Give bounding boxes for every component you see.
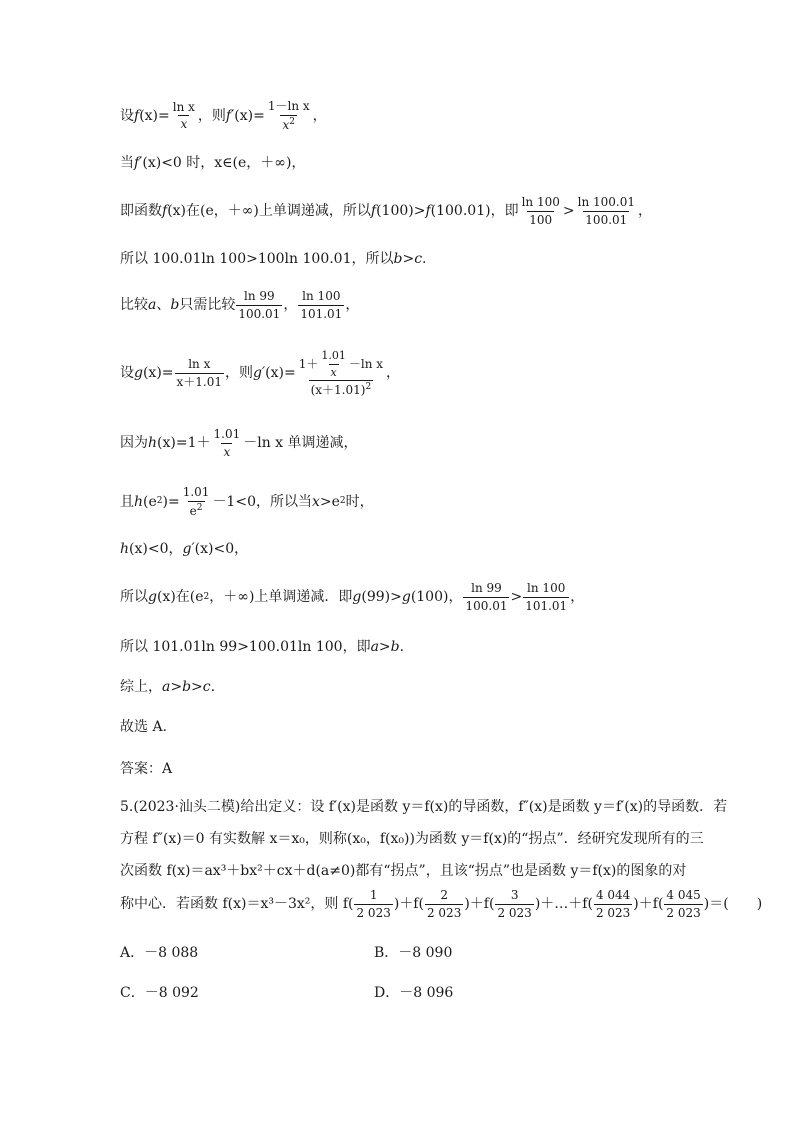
numerator: 3 [510, 888, 519, 902]
numerator: ln x [172, 99, 195, 114]
text: 因为 [120, 435, 148, 452]
fraction [212, 428, 243, 458]
numerator: ln 100 [527, 581, 566, 595]
denominator: x [330, 365, 337, 379]
denominator: 100.01 [585, 212, 628, 227]
text: h [120, 541, 130, 557]
fraction [266, 100, 312, 131]
text: b [170, 297, 180, 314]
answer-line [120, 762, 172, 776]
text: 所以 100.01ln 100>100ln 100.01，所以 [120, 251, 394, 267]
fraction [319, 350, 348, 378]
text: －ln x [348, 356, 384, 371]
text: 设 [120, 365, 134, 382]
text: x [311, 493, 320, 510]
text: f [162, 203, 168, 220]
text: ， [637, 203, 652, 220]
question-text: 次函数 f(x)＝ax³＋bx²＋cx＋d(a≠0)都有“拐点”，且该“拐点”也是函数 y＝f(x)的图象的对 [120, 863, 687, 879]
denominator [280, 115, 297, 132]
numerator: ln 99 [244, 289, 275, 303]
solution-line-3 [120, 196, 652, 226]
text: h [148, 435, 158, 452]
denominator: 2 023 [595, 905, 631, 920]
denominator [188, 501, 205, 518]
text: 比较 [120, 297, 148, 314]
text: (100)， [410, 589, 463, 606]
paren-open: ( [418, 896, 424, 913]
numerator: 1.01 [213, 427, 241, 441]
text: (100)> [376, 203, 426, 220]
text: x [282, 117, 290, 132]
solution-line-11 [120, 640, 404, 654]
solution-line-10 [120, 582, 584, 612]
text: －1<0，所以当 [212, 493, 312, 510]
option-b[interactable]: B．－8 090 [374, 945, 453, 961]
paren-close: ) [464, 896, 470, 913]
fraction [297, 350, 385, 397]
text: ，则 [225, 365, 254, 382]
paren-open: ( [657, 896, 664, 913]
text: ， [283, 297, 298, 314]
text: a>b [370, 639, 400, 655]
text: ＋…＋f [540, 896, 588, 913]
text: f [425, 203, 431, 220]
numerator: ln x [188, 357, 211, 372]
option-d[interactable]: D．－8 096 [374, 985, 454, 1001]
text: f [134, 107, 140, 124]
text: ＝( ) [709, 896, 763, 913]
fraction [236, 290, 282, 320]
solution-line-4 [120, 252, 427, 266]
text: (x)= [265, 365, 296, 382]
text: b>c [393, 251, 423, 267]
paren-close: ) [534, 896, 541, 913]
fraction [594, 889, 632, 919]
numerator: 1.01 [182, 485, 210, 499]
numerator [297, 350, 385, 380]
numerator: ln 99 [471, 581, 502, 595]
fraction [425, 889, 463, 919]
fraction [175, 358, 225, 388]
text: 只需比较 [179, 297, 236, 314]
text: > [510, 589, 523, 606]
paren-open: ( [587, 896, 593, 913]
text: (x)<0， [194, 541, 249, 557]
denominator: x [180, 117, 188, 132]
superscript: 2 [203, 591, 210, 602]
text: ， [345, 297, 360, 314]
text: 所以 101.01ln 99>100.01ln 100，即 [120, 639, 371, 655]
question-text: 方程 f″(x)＝0 有实数解 x＝x₀，则称(x₀，f(x₀))为函数 y＝f(x)的“拐点”．经研究发现所有的三 [120, 831, 704, 847]
superscript: 2 [365, 382, 372, 393]
text: 故选 A. [120, 719, 168, 735]
text: )= [162, 493, 180, 510]
text: ＋f [638, 896, 658, 913]
question-line-2 [120, 832, 704, 846]
text: ， [312, 107, 327, 124]
text: (x)= [234, 107, 265, 124]
option-c[interactable]: C．－8 092 [120, 985, 199, 1001]
text: f′ [134, 155, 143, 171]
fraction [520, 196, 562, 226]
fraction [354, 889, 392, 919]
fraction [495, 889, 533, 919]
text: 、 [156, 297, 171, 314]
text: 所以 [120, 589, 148, 606]
text: (x)在(e，＋∞)上单调递减，所以 [167, 203, 371, 220]
numerator: 2 [440, 888, 448, 902]
numerator: 1－ln x [267, 99, 310, 113]
text: (x)<0， [129, 541, 183, 557]
text: ＋f [469, 896, 489, 913]
text: . [399, 639, 405, 655]
denominator: 2 023 [356, 905, 391, 920]
text: g [401, 589, 411, 606]
numerator: ln 100 [521, 195, 560, 209]
paren-close: ) [703, 896, 710, 913]
fraction [523, 582, 569, 612]
text: ， [386, 365, 401, 382]
numerator: 1.01 [321, 349, 346, 362]
solution-line-2 [120, 156, 305, 170]
solution-line-13 [120, 720, 167, 734]
solution-line-5 [120, 290, 359, 320]
text: ＋f [399, 896, 419, 913]
text: ，则 [197, 107, 226, 124]
text: 称中心．若函数 f(x)＝x³－3x²，则 f [120, 896, 349, 913]
solution-line-9 [120, 542, 248, 556]
text: g [134, 365, 143, 382]
solution-line-7 [120, 428, 358, 458]
superscript: 2 [156, 496, 163, 507]
text: g [148, 589, 157, 606]
option-a[interactable]: A．－8 088 [120, 945, 199, 961]
question-text: 5.(2023·汕头二模)给出定义：设 f′(x)是函数 y＝f(x)的导函数，f″(x)是函数 y＝f′(x)的导函数．若 [120, 799, 728, 815]
paren-close: ) [633, 896, 639, 913]
text: 时， [345, 493, 374, 510]
denominator [309, 380, 374, 397]
text: 当 [120, 155, 134, 171]
text: > [562, 203, 575, 220]
numerator: ln 100 [302, 289, 341, 303]
text: ， [570, 589, 585, 606]
text: ，＋∞)上单调递减．即 [209, 589, 353, 606]
superscript: 2 [339, 496, 346, 507]
denominator: 100.01 [238, 306, 281, 321]
text: 1＋ [298, 356, 319, 371]
text: a>b>c [162, 679, 211, 695]
question-line-3 [120, 864, 686, 878]
text: (100.01)，即 [430, 203, 519, 220]
text: －ln x 单调递减， [243, 435, 358, 452]
text: (e [143, 493, 157, 510]
fraction [171, 101, 197, 131]
text: 即函数 [120, 203, 162, 220]
denominator: 2 023 [426, 905, 462, 920]
answer-text: 答案：A [120, 761, 173, 777]
text: . [422, 251, 427, 267]
text: g′ [182, 541, 195, 557]
text: (x)=1＋ [157, 435, 211, 452]
fraction [463, 582, 509, 612]
text: f′ [225, 107, 235, 124]
fraction [298, 290, 344, 320]
question-line-4 [120, 889, 762, 919]
text: 设 [120, 107, 134, 124]
denominator: x [223, 444, 231, 459]
text: g [352, 589, 362, 606]
text: h [134, 493, 144, 510]
text: (x)= [142, 365, 174, 382]
denominator: 100 [529, 212, 553, 227]
text: e [189, 503, 197, 518]
solution-line-8 [120, 486, 374, 517]
denominator: 2 023 [666, 905, 701, 920]
paren-close: ) [393, 896, 400, 913]
paren-open: ( [488, 896, 495, 913]
question-line-1 [120, 800, 727, 814]
numerator: 1 [369, 888, 378, 902]
text: . [210, 679, 216, 695]
text: a [148, 297, 157, 314]
denominator: x＋1.01 [176, 374, 223, 389]
solution-line-12 [120, 680, 215, 694]
numerator: 4 044 [595, 888, 631, 902]
text: (x＋1.01) [310, 383, 366, 398]
text: >e [319, 493, 340, 510]
text: (x)= [139, 107, 170, 124]
numerator: ln 100.01 [577, 195, 635, 209]
paren-open: ( [348, 896, 354, 913]
fraction [576, 196, 637, 226]
numerator: 4 045 [666, 888, 701, 902]
solution-line-6 [120, 350, 400, 397]
denominator: 101.01 [300, 306, 343, 321]
solution-line-1 [120, 100, 327, 131]
text: (x)在(e [156, 589, 204, 606]
superscript: 2 [196, 502, 203, 513]
text: 且 [120, 493, 134, 510]
fraction [181, 486, 212, 517]
text: (x)<0 时，x∈(e，＋∞)， [142, 155, 306, 171]
text: g′ [253, 365, 266, 382]
text: f [370, 203, 377, 220]
superscript: 2 [289, 116, 295, 127]
fraction [664, 889, 702, 919]
denominator: 2 023 [497, 905, 532, 920]
text: 综上， [120, 679, 162, 695]
text: (99)> [361, 589, 402, 606]
denominator: 100.01 [465, 598, 508, 613]
denominator: 101.01 [525, 598, 568, 613]
